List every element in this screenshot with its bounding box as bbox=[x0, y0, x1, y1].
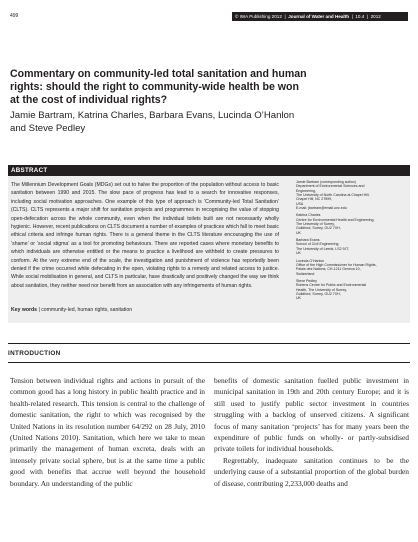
affiliation-line: E-mail: jbartram@email.unc.edu bbox=[296, 206, 347, 211]
abstract-text: The Millennium Development Goals (MDGs) set out to halve the proportion of the population without access to basic sanitation between 1990 and 2015. The slow pace of progress has lead to a search for innovative responses, including social motivation approaches. One example of this type of approach is ‘Community-led Total Sanitation’ (CLTS). CLTS represents a major shift for sanitation projects and programmes in recognising the value of stopping open-defecation across the whole community, even when the individual toilets built are not necessarily wholly hygienic. However, recent publications on CLTS document a number of examples of practices which fall to meet basic ethical criteria and infringe human rights. There is a general theme in the CLTS literature encouraging the use of ‘shame’ or ‘social stigma’ as a tool for promoting behaviours. There are reported cases where monetary benefits to which individuals are otherwise entitled or the means to practice a livelihood are withheld to create pressures to conform. At the very extreme end of the scale, the investigation and punishment of violence has reportedly been denied if the crime occurred while defecating in the open, violating rights to a remedy and related access to justice. While social mobilisation in general, and CLTS in particular, have drastically and positively changed the way we think about sanitation, they neither need nor benefit from an association with any infringements of human rights. bbox=[11, 182, 279, 289]
affiliation-block bbox=[296, 259, 408, 276]
authors-line: and Steve Pedley bbox=[10, 123, 86, 134]
authors bbox=[10, 109, 310, 135]
copyright: © IWA Publishing 2012 bbox=[235, 14, 282, 19]
affiliation-line: Jamie Bartram (corresponding author) bbox=[296, 180, 356, 184]
affiliation-line: Lucinda O’Hanlon bbox=[296, 258, 325, 263]
body-column-right bbox=[214, 375, 409, 489]
affiliation-line: Office of the High Commissioner for Human Rights, bbox=[296, 262, 377, 267]
affiliation-line: The University of North Carolina at Chapel Hill, bbox=[296, 193, 370, 198]
divider-top bbox=[8, 343, 410, 344]
affiliation-line: Department of Environmental Sciences and bbox=[296, 184, 365, 189]
affiliation-line: Engineering, bbox=[296, 188, 316, 193]
divider-bottom bbox=[8, 362, 410, 363]
affiliation-line: Health, The University of Surrey, bbox=[296, 287, 347, 292]
body-paragraph: Regrettably, inadequate sanitation continues to be the underlying cause of a substantial proportion of the global burden of disease, contributing 2,233,000 deaths and bbox=[214, 455, 409, 488]
affiliation-line: Steve Pedley bbox=[296, 278, 317, 283]
authors-line: Jamie Bartram, Katrina Charles, Barbara Evans, Lucinda O’Hanlon bbox=[10, 110, 295, 121]
keywords bbox=[11, 306, 279, 314]
body-paragraph: benefits of domestic sanitation fuelled public investment in municipal sanitation in 19th and 20th century Europe; and it is still used to justify public sector investment in countries struggling with a backlog of unserved citizens. A significant focus of many sanitation ‘projects’ has for many years been the expenditure of public funds on wholly- or partly-subsidised private toilets for individual households. bbox=[214, 376, 409, 454]
page-header bbox=[0, 12, 418, 21]
affiliation-line: Centre for Environmental Health and Engineering, bbox=[296, 217, 375, 222]
affiliation-line: Robens Centre for Public and Environmental bbox=[296, 283, 367, 288]
affiliation-line: School of Civil Engineering, bbox=[296, 242, 340, 247]
journal-year: 2012 bbox=[370, 14, 381, 19]
affiliation-block bbox=[296, 238, 408, 255]
keywords-text: community-led, human rights, sanitation bbox=[41, 307, 133, 313]
affiliation-line: Switzerland bbox=[296, 271, 315, 276]
journal-issue: 10.4 bbox=[355, 14, 365, 19]
affiliation-line: Guildford, Surrey, GU2 7XH, bbox=[296, 291, 341, 296]
affiliation-block bbox=[296, 279, 408, 301]
page-number: 499 bbox=[10, 13, 19, 19]
affiliation-block bbox=[296, 180, 408, 210]
journal-strip: © IWA Publishing 2012 | Journal of Water and Health | 10.4 | 2012 bbox=[232, 12, 408, 21]
affiliation-line: The University of Surrey, bbox=[296, 222, 335, 227]
affiliation-line: Palais des Nations, CH-1211 Geneva 10, bbox=[296, 267, 361, 272]
keywords-label: Key words bbox=[11, 307, 37, 313]
affiliation-line: The University of Leeds, LS2 9JT, bbox=[296, 246, 350, 251]
journal-name: Journal of Water and Health bbox=[288, 14, 350, 19]
affiliation-line: USA bbox=[296, 201, 304, 206]
affiliation-line: Barbara Evans bbox=[296, 238, 320, 243]
affiliation-line: Guildford, Surrey, GU2 7XH, bbox=[296, 226, 341, 231]
affiliation-line: Katrina Charles bbox=[296, 213, 321, 218]
affiliation-line: Chapel Hill, NC 27599, bbox=[296, 197, 333, 202]
affiliation-line: UK bbox=[296, 296, 301, 301]
author-affiliations bbox=[296, 180, 408, 304]
affiliation-line: UK bbox=[296, 251, 301, 256]
affiliation-block bbox=[296, 213, 408, 235]
affiliation-line: UK bbox=[296, 230, 301, 235]
abstract-box bbox=[8, 165, 410, 323]
body-paragraph: Tension between individual rights and actions in pursuit of the common good has a long history in public health practice and in health-related research. This tension is central to the challenge of domestic sanitation, the right to which was recognised by the United Nations in its resolution number 64/292 on 28 July, 2010 (United Nations 2010). Sanitation, which here we take to mean primarily the management of human excreta, deals with an intensely private social sphere, but is at the same time a public good with benefits that accrue well beyond the household boundary. An understanding of the public bbox=[10, 376, 205, 488]
keywords-separator: | bbox=[38, 307, 42, 313]
abstract-heading: ABSTRACT bbox=[8, 165, 410, 176]
body-column-left bbox=[10, 375, 205, 489]
section-heading-introduction: INTRODUCTION bbox=[8, 350, 61, 357]
article-title: Commentary on community-led total sanitation and human rights: should the right to community-wide health be won at the cost of individual rights? bbox=[10, 68, 307, 106]
